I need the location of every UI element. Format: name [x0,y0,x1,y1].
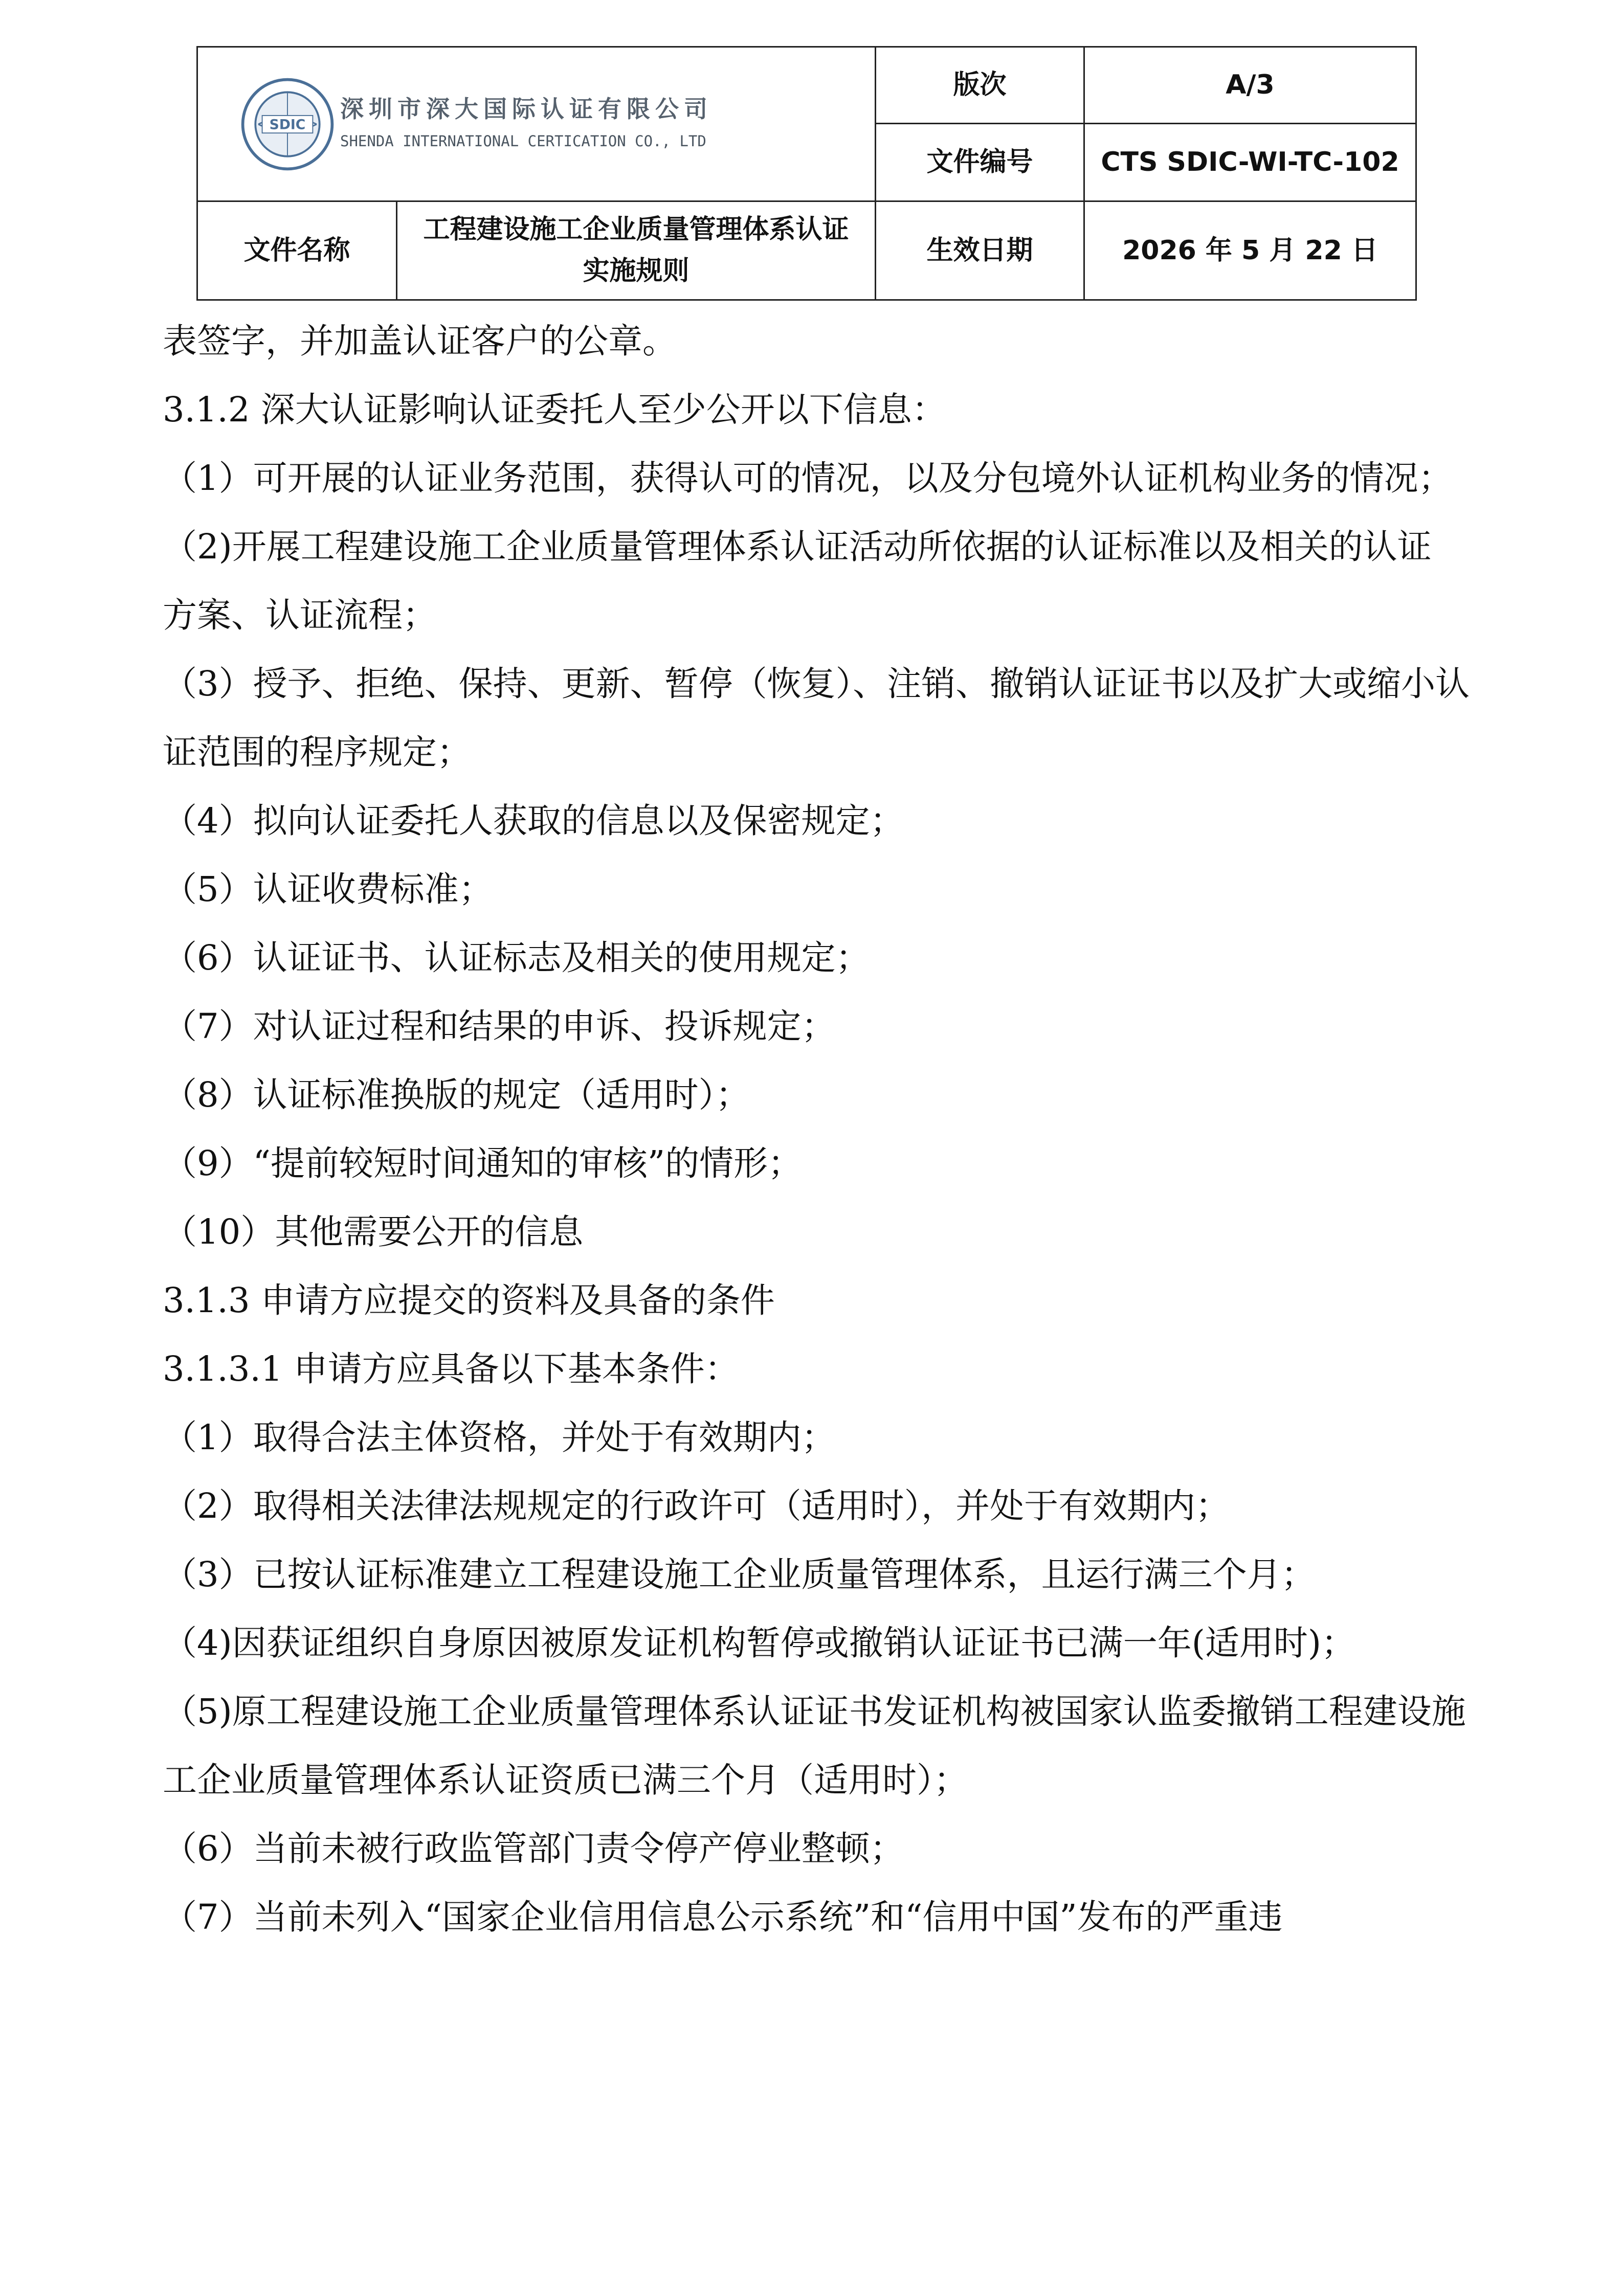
list-item: （6）当前未被行政监管部门责令停产停业整顿； [163,1829,904,1869]
doc-number-label: 文件编号 [876,124,1085,202]
doc-name-label: 文件名称 [198,202,397,299]
version-value: A/3 [1085,48,1415,124]
section-heading: 3.1.2 深大认证影响认证委托人至少公开以下信息： [163,390,946,430]
section-heading: 3.1.3.1 申请方应具备以下基本条件： [163,1349,739,1389]
sdic-seal-icon [239,76,336,173]
list-item: （3）已按认证标准建立工程建设施工企业质量管理体系，且运行满三个月； [163,1555,1316,1594]
doc-number-value: CTS SDIC-WI-TC-102 [1085,124,1415,202]
list-item: （10）其他需要公开的信息 [163,1212,584,1252]
list-item: （7）当前未列入“国家企业信用信息公示系统”和“信用中国”发布的严重违 [163,1897,1283,1937]
company-name-en: SHENDA INTERNATIONAL CERTICATION CO., LTD [340,132,706,150]
list-item: （5)原工程建设施工企业质量管理体系认证证书发证机构被国家认监委撤销工程建设施工企业质量管理体系认证资质已满三个月（适用时）； [163,1692,1466,1800]
list-item: （1）可开展的认证业务范围，获得认可的情况，以及分包境外认证机构业务的情况； [163,458,1453,498]
list-item: （3）授予、拒绝、保持、更新、暂停（恢复）、注销、撤销认证证书以及扩大或缩小认证范围的程序规定； [163,664,1470,772]
list-item: （7）对认证过程和结果的申诉、投诉规定； [163,1006,836,1046]
list-item: （8）认证标准换版的规定（适用时）； [163,1075,750,1115]
list-item: （6）认证证书、认证标志及相关的使用规定； [163,938,870,978]
effective-date-label: 生效日期 [876,202,1085,299]
company-logo [239,76,713,173]
logo-mark-text: SDIC [269,117,306,132]
company-name-cn: 深圳市深大国际认证有限公司 [340,95,713,123]
version-label: 版次 [876,48,1085,124]
document-body [163,307,1482,1951]
list-item: （2）取得相关法律法规规定的行政许可（适用时），并处于有效期内； [163,1486,1230,1526]
doc-name-value: 工程建设施工企业质量管理体系认证实施规则 [397,202,876,299]
effective-date-value: 2026 年 5 月 22 日 [1122,235,1378,266]
paragraph: 表签字，并加盖认证客户的公章。 [163,321,677,361]
list-item: （2)开展工程建设施工企业质量管理体系认证活动所依据的认证标准以及相关的认证 [163,527,1432,567]
list-item: （9）“提前较短时间通知的审核”的情形； [163,1143,803,1183]
company-name-block [340,91,713,152]
list-item: （4)因获证组织自身原因被原发证机构暂停或撤销认证证书已满一年(适用时)； [163,1623,1356,1663]
document-header-table [196,46,1417,301]
list-item: （1）取得合法主体资格，并处于有效期内； [163,1417,836,1457]
list-item: （5）认证收费标准； [163,869,493,909]
section-heading: 3.1.3 申请方应提交的资料及具备的条件 [163,1280,775,1320]
paragraph: 方案、认证流程； [163,595,437,635]
list-item: （4）拟向认证委托人获取的信息以及保密规定； [163,801,904,841]
logo-cell [198,48,876,202]
